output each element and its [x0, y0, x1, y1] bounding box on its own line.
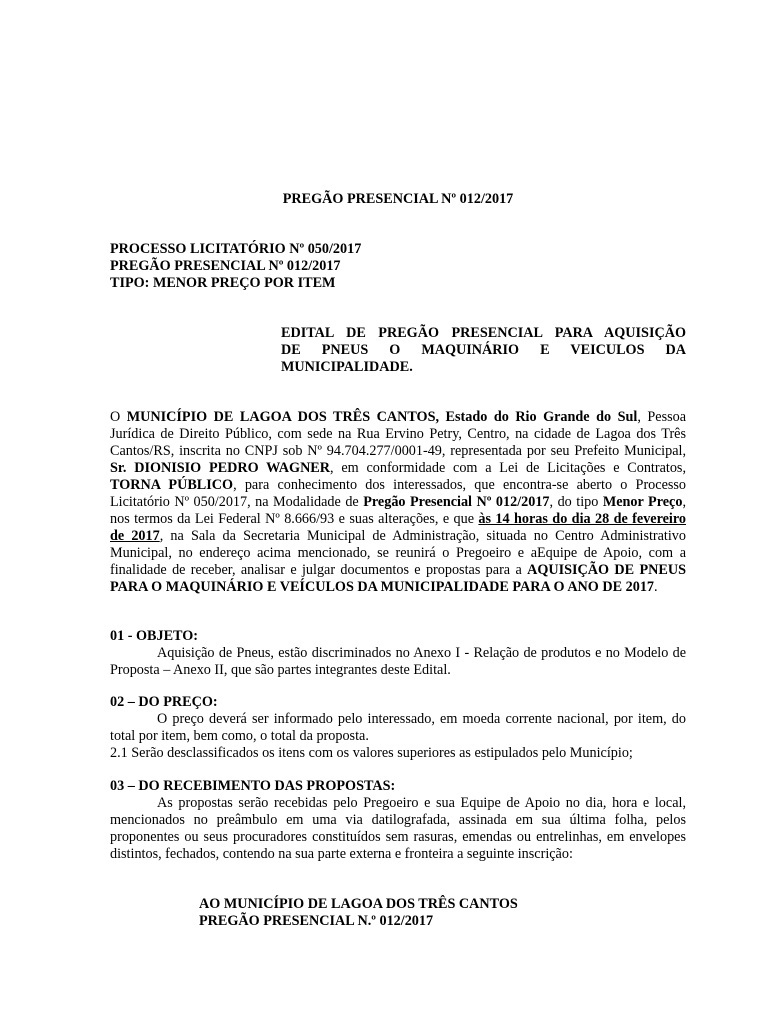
section-recebimento [110, 778, 686, 863]
edital-heading-line-2: DE PNEUS O MAQUINÁRIO E VEICULOS DA [281, 342, 686, 358]
header-processo: PROCESSO LICITATÓRIO Nº 050/2017 [110, 241, 362, 257]
header-pregao: PREGÃO PRESENCIAL Nº 012/2017 [110, 258, 341, 274]
intro-text-1: O [110, 409, 127, 425]
section-preco-item-2-1: 2.1 Serão desclassificados os itens com os valores superiores as estipulados pelo Município; [110, 745, 633, 761]
intro-municipio: MUNICÍPIO DE LAGOA DOS TRÊS CANTOS, Estado do Rio Grande do Sul [126, 409, 638, 425]
intro-text-2: , Pessoa Jurídica de Direito Público, com sede na Rua Ervino Petry, Centro, na cidade de Lagoa dos Três Cantos/RS, inscrita no CNPJ sob Nº 94.704.277/0001-49, representada por seu Prefeito Municipal, [110, 409, 687, 459]
inscription-line-2: PREGÃO PRESENCIAL N.º 012/2017 [199, 913, 434, 929]
edital-heading [281, 325, 686, 376]
envelope-inscription [199, 896, 518, 930]
header-tipo: TIPO: MENOR PREÇO POR ITEM [110, 275, 336, 291]
section-recebimento-heading: 03 – DO RECEBIMENTO DAS PROPOSTAS: [110, 778, 396, 794]
inscription-line-1: AO MUNICÍPIO DE LAGOA DOS TRÊS CANTOS [199, 896, 518, 912]
intro-text-3: , em conformidade com a Lei de Licitações e Contratos, [330, 460, 686, 476]
intro-objeto: AQUISIÇÃO DE PNEUS PARA O MAQUINÁRIO E VEÍCULOS DA MUNICIPALIDADE PARA O ANO DE 2017 [110, 562, 686, 595]
section-objeto-heading: 01 - OBJETO: [110, 628, 199, 644]
intro-text-8: . [654, 579, 658, 595]
intro-prefeito: Sr. DIONISIO PEDRO WAGNER [110, 460, 331, 476]
intro-text-6: , nos termos da Lei Federal Nº 8.666/93 e suas alterações, e que [110, 494, 686, 527]
section-preco [110, 694, 686, 762]
edital-heading-line-3: MUNICIPALIDADE. [281, 359, 413, 375]
section-recebimento-text: As propostas serão recebidas pelo Pregoeiro e sua Equipe de Apoio no dia, hora e local, mencionados no preâmbulo em uma via datilografada, assinada em sua última folha, pelos proponentes ou seus procuradores constituídos sem rasuras, emendas ou entrelinhas, em envelopes distintos, fechados, contendo na sua parte externa e fronteira a seguinte inscrição: [110, 795, 686, 862]
intro-text-5: , do tipo [549, 494, 603, 510]
intro-data-hora: às 14 horas do dia 28 de fevereiro de 2017 [110, 511, 687, 544]
document-title: PREGÃO PRESENCIAL Nº 012/2017 [282, 191, 514, 207]
intro-text-7: , na Sala da Secretaria Municipal de Administração, situada no Centro Administrativo Municipal, no endereço acima mencionado, se reunirá o Pregoeiro e aEquipe de Apoio, com a finalidade de receber, analisar e julgar documentos e propostas para a [110, 528, 686, 578]
intro-paragraph [110, 409, 686, 596]
header-block [110, 241, 361, 292]
section-preco-heading: 02 – DO PREÇO: [110, 694, 218, 710]
intro-text-4: , para conhecimento dos interessados, que encontra-se aberto o Processo Licitatório Nº 050/2017, na Modalidade de [110, 477, 686, 510]
edital-heading-line-1: EDITAL DE PREGÃO PRESENCIAL PARA AQUISIÇÃO [281, 325, 686, 341]
intro-tipo: Menor Preço [602, 494, 683, 510]
section-preco-text: O preço deverá ser informado pelo interessado, em moeda corrente nacional, por item, do total por item, bem como, o total da proposta. [110, 711, 686, 744]
section-objeto [110, 628, 686, 679]
section-objeto-text: Aquisição de Pneus, estão discriminados no Anexo I - Relação de produtos e no Modelo de Proposta – Anexo II, que são partes integrantes deste Edital. [110, 645, 686, 678]
intro-torna-publico: TORNA PÚBLICO [110, 477, 234, 493]
intro-modalidade: Pregão Presencial Nº 012/2017 [363, 494, 550, 510]
